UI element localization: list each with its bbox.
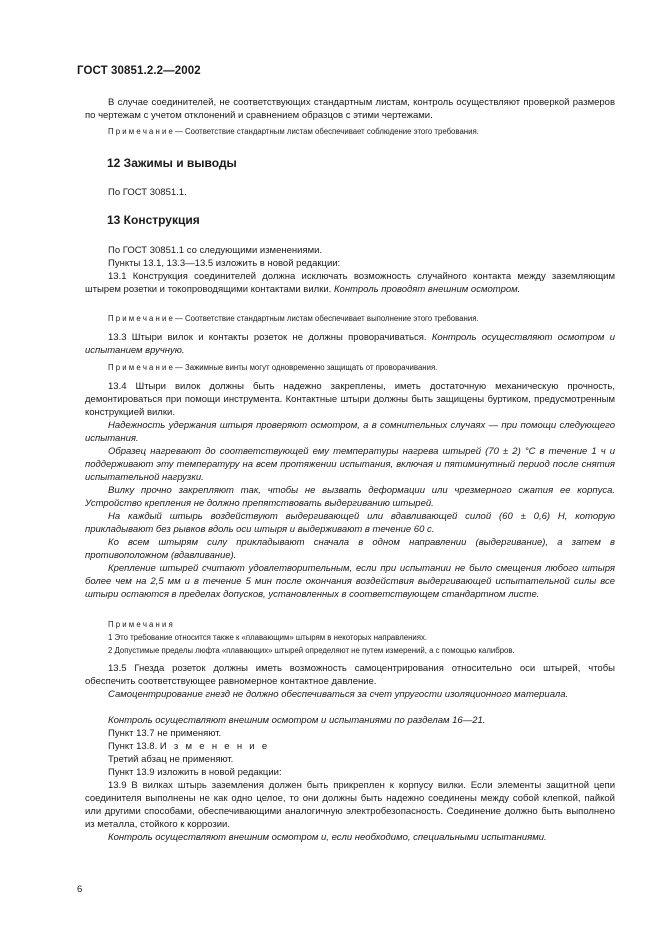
clause-13-4-note-2: 2 Допустимые пределы люфта «плавающих» штырей определяют не путем измерений, а с помощью калибров. xyxy=(108,646,515,655)
section-12-text: По ГОСТ 30851.1. xyxy=(108,187,187,198)
clause-13-4-note-1: 1 Это требование относится также к «плавающим» штырям в некоторых направлениях. xyxy=(108,633,428,642)
intro-note: П р и м е ч а н и е — Соответствие стандартным листам обеспечивает соблюдение этого требования. xyxy=(108,127,479,136)
clause-13-8: Пункт 13.8. И з м е н е н и е xyxy=(108,741,270,752)
clause-13-5-self-centering: Самоцентрирование гнезд не должно обеспечиваться за счет упругости изоляционного материала. xyxy=(108,689,569,700)
clause-13-4-direction: Ко всем штырям силу прикладывают сначала в одном направлении (выдергивание), а затем в противоположном (вдавливание). xyxy=(85,537,615,561)
clause-13-1-note: П р и м е ч а н и е — Соответствие стандартным листам обеспечивает выполнение этого требования. xyxy=(108,314,479,323)
clause-13-9: 13.9 В вилках штырь заземления должен быть прикреплен к корпусу вилки. Если элементы защитной цепи соединителя выполнены не как одно целое, то они должны быть надежно соединены между собой клепкой, пайкой или другими способами, обеспечивающими аналогичную электробезопасность. Соединение должно быть выполнено из металла, стойкого к коррозии. xyxy=(85,780,615,830)
section-13-intro: По ГОСТ 30851.1 со следующими изменениями. xyxy=(108,245,323,256)
page-number: 6 xyxy=(77,884,83,895)
clause-13-4-check: Надежность удержания штыря проверяют осмотром, а в сомнительных случаях — при помощи следующего испытания. xyxy=(85,420,615,444)
clause-13-3-note: П р и м е ч а н и е — Зажимные винты могут одновременно защищать от проворачивания. xyxy=(108,363,438,372)
clause-13-4: 13.4 Штыри вилок должны быть надежно закреплены, иметь достаточную механическую прочность, демонтироваться при помощи инструмента. Контактные штыри должны быть защищены буртиком, предусмотренным конструкцией вилки. xyxy=(85,381,615,418)
standard-header: ГОСТ 30851.2.2—2002 xyxy=(77,65,201,77)
clause-13-4-force: На каждый штырь воздействуют выдергивающей или вдавливающей силой (60 ± 0,6) Н, которую прикладывают без рывков вдоль оси штыря и выдерживают в течение 60 с. xyxy=(85,511,615,535)
clause-13-1: 13.1 Конструкция соединителей должна исключать возможность случайного контакта между заземляющим штырем розетки и токопроводящими контактами вилки. Контроль проводят внешним осмотром. xyxy=(85,271,615,295)
clause-13-4-criteria: Крепление штырей считают удовлетворительным, если при испытании не было смещения любого штыря более чем на 2,5 мм и в течение 5 мин после окончания воздействия выдергивающей испытательной силы все штыри остаются в пределах допусков, установленных в соответствующем стандартном листе. xyxy=(85,563,615,600)
clause-13-4-notes-label: П р и м е ч а н и я xyxy=(108,620,173,629)
clause-13-7: Пункт 13.7 не применяют. xyxy=(108,728,222,739)
clause-13-3: 13.3 Штыри вилок и контакты розеток не должны проворачиваться. Контроль осуществляют осмотром и испытанием вручную. xyxy=(85,332,615,356)
clause-13-5-check: Контроль осуществляют внешним осмотром и испытаниями по разделам 16—21. xyxy=(108,715,486,726)
clause-13-9-check: Контроль осуществляют внешним осмотром и, если необходимо, специальными испытаниями. xyxy=(108,832,547,843)
clause-13-8-third: Третий абзац не применяют. xyxy=(108,754,234,765)
clause-13-5: 13.5 Гнезда розеток должны иметь возможность самоцентрирования относительно оси штырей, чтобы обеспечить соответствующее равномерное контактное давление. xyxy=(85,663,615,687)
intro-paragraph: В случае соединителей, не соответствующих стандартным листам, контроль осуществляют проверкой размеров по чертежам с учетом отклонений и сравнением образцов с этими чертежами. xyxy=(85,97,615,121)
clause-13-4-heating: Образец нагревают до соответствующей ему температуры нагрева штырей (70 ± 2) °С в течение 1 ч и поддерживают эту температуру на всем протяжении испытания, включая и пятиминутный период после снятия испытательной нагрузки. xyxy=(85,446,615,483)
section-12-heading: 12 Зажимы и выводы xyxy=(107,156,237,170)
clause-13-4-fixing: Вилку прочно закрепляют так, чтобы не вызвать деформации или чрезмерного сжатия ее корпуса. Устройство крепления не должно препятствовать выдергиванию штырей. xyxy=(85,485,615,509)
section-13-heading: 13 Конструкция xyxy=(107,213,200,227)
clause-13-9-intro: Пункт 13.9 изложить в новой редакции: xyxy=(108,767,282,778)
section-13-intro-2: Пункты 13.1, 13.3—13.5 изложить в новой редакции: xyxy=(108,258,341,269)
